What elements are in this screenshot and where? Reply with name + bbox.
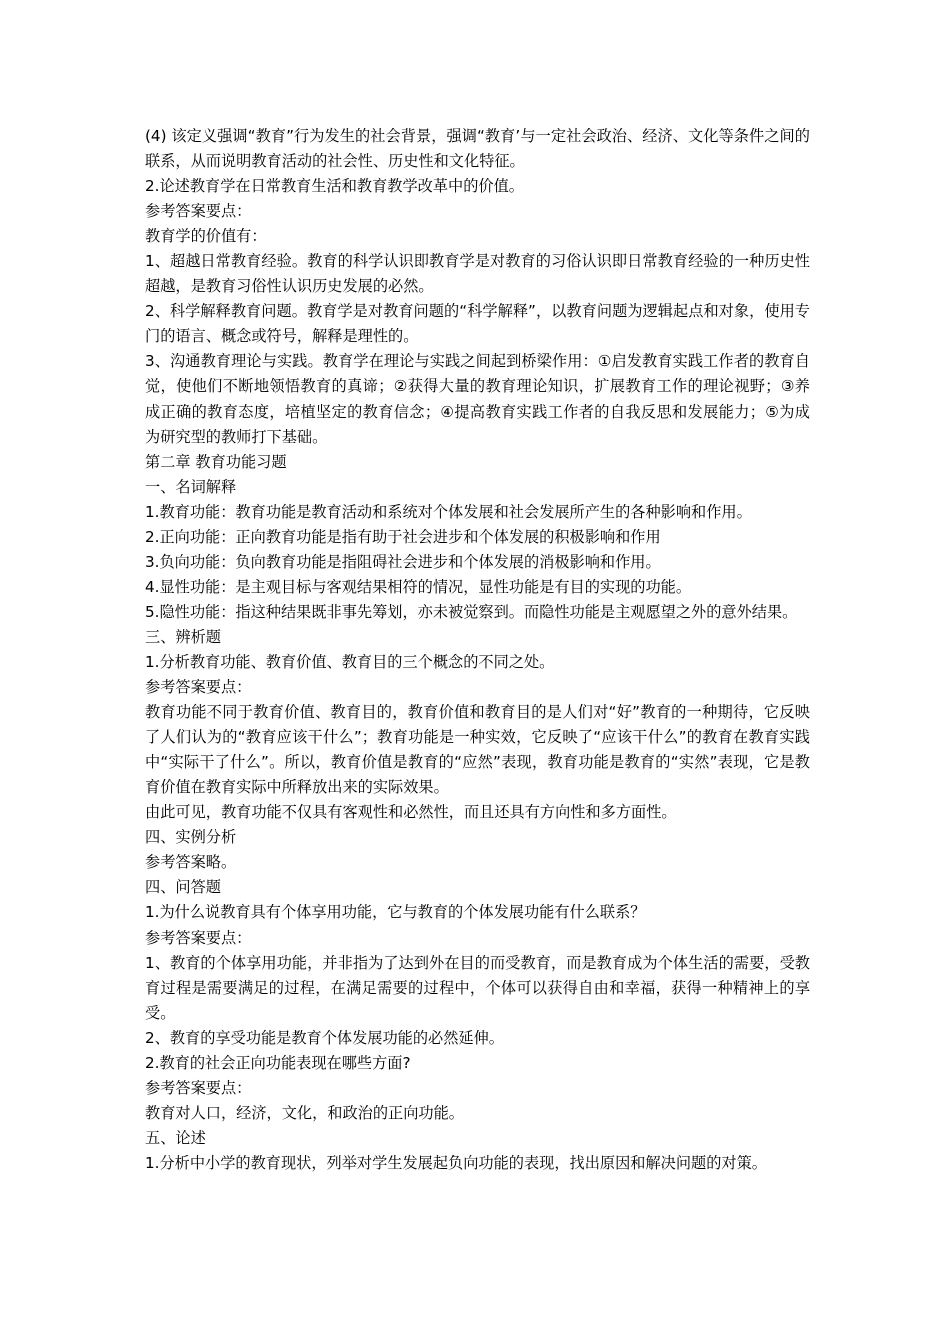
term-4: 4.显性功能：是主观目标与客观结果相符的情况，显性功能是有目的实现的功能。 [145,577,692,596]
paragraph-value-1: 1、超越日常教育经验。教育的科学认识即教育学是对教育的习俗认识即日常教育经验的一种历史性超越，是教育习俗性认识历史发展的必然。 [145,252,810,296]
document-page [145,124,810,1176]
qa-question-2: 2.教育的社会正向功能表现在哪些方面? [145,1053,411,1072]
answer-key-label: 参考答案要点： [145,678,252,697]
analysis-answer: 教育功能不同于教育价值、教育目的，教育价值和教育目的是人们对“好”教育的一种期待，它反映了人们认为的“教育应该干什么”；教育功能是一种实效，它反映了“应该干什么”的教育在教育实践中“实际干了什么”。所以，教育价值是教育的“应然”表现，教育功能是教育的“实然”表现，它是教育价值在教育实际中所释放出来的实际效果。 [145,703,810,797]
section-heading-case: 四、实例分析 [145,828,237,847]
paragraph-value-2: 2、科学解释教育问题。教育学是对教育问题的“科学解释”，以教育问题为逻辑起点和对象，使用专门的语言、概念或符号，解释是理性的。 [145,302,810,346]
analysis-conclusion: 由此可见，教育功能不仅具有客观性和必然性，而且还具有方向性和多方面性。 [145,803,677,822]
answer-key-label: 参考答案要点： [145,1078,252,1097]
paragraph-value-intro: 教育学的价值有： [145,227,267,246]
qa-answer-1-point-2: 2、教育的享受功能是教育个体发展功能的必然延伸。 [145,1028,504,1047]
section-heading-essay: 五、论述 [145,1128,206,1147]
answer-key-label: 参考答案要点： [145,202,252,221]
term-5: 5.隐性功能：指这种结果既非事先筹划，亦未被觉察到。而隐性功能是主观愿望之外的意外结果。 [145,602,798,621]
analysis-question-1: 1.分析教育功能、教育价值、教育目的三个概念的不同之处。 [145,652,555,671]
question-2-title: 2.论述教育学在日常教育生活和教育教学改革中的价值。 [145,177,524,196]
chapter-heading: 第二章 教育功能习题 [145,452,287,471]
term-3: 3.负向功能：负向教育功能是指阻碍社会进步和个体发展的消极影响和作用。 [145,552,661,571]
essay-question-1: 1.分析中小学的教育现状，列举对学生发展起负向功能的表现，找出原因和解决问题的对策。 [145,1153,767,1172]
term-2: 2.正向功能：正向教育功能是指有助于社会进步和个体发展的积极影响和作用 [145,527,661,546]
section-heading-analysis: 三、辨析题 [145,627,221,646]
paragraph-value-3: 3、沟通教育理论与实践。教育学在理论与实践之间起到桥梁作用：①启发教育实践工作者的教育自觉，使他们不断地领悟教育的真谛；②获得大量的教育理论知识，扩展教育工作的理论视野；③养成正确的教育态度，培植坚定的教育信念；④提高教育实践工作者的自我反思和发展能力；⑤为成为研究型的教师打下基础。 [145,352,810,446]
answer-key-label: 参考答案要点： [145,928,252,947]
qa-answer-1-point-1: 1、教育的个体享用功能，并非指为了达到外在目的而受教育，而是教育成为个体生活的需要，受教育过程是需要满足的过程，在满足需要的过程中，个体可以获得自由和幸福，获得一种精神上的享受。 [145,953,810,1022]
section-heading-qa: 四、问答题 [145,878,221,897]
term-1: 1.教育功能：教育功能是教育活动和系统对个体发展和社会发展所产生的各种影响和作用。 [145,502,752,521]
qa-answer-2: 教育对人口，经济，文化，和政治的正向功能。 [145,1103,464,1122]
section-heading-terms: 一、名词解释 [145,477,237,496]
case-answer: 参考答案略。 [145,853,237,872]
paragraph-definition-note: (4) 该定义强调“教育”行为发生的社会背景，强调“教育’与一定社会政治、经济、文化等条件之间的联系，从而说明教育活动的社会性、历史性和文化特征。 [145,127,810,171]
qa-question-1: 1.为什么说教育具有个体享用功能，它与教育的个体发展功能有什么联系？ [145,903,646,922]
